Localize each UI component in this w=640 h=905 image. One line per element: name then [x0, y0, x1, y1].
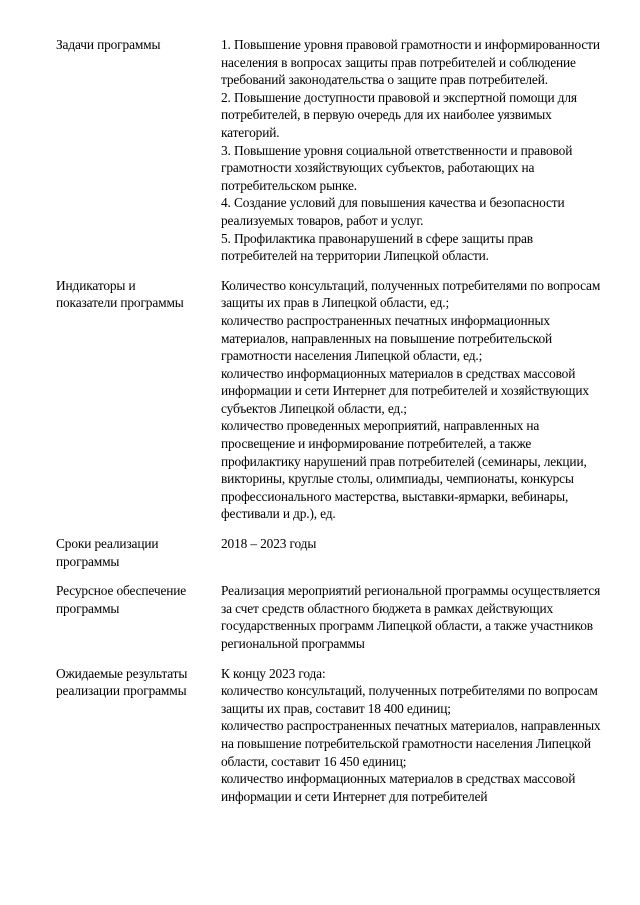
row-expected-results — [56, 665, 606, 806]
row-label: Ожидаемые результаты реализации программы — [56, 665, 188, 699]
content-line: 4. Создание условий для повышения качества и безопасности реализуемых товаров, работ и услуг. — [221, 195, 565, 228]
content-line: 1. Повышение уровня правовой грамотности и информированности населения в вопросах защиты прав потребителей и соблюдение требований законодательства о защите прав потребителей. — [221, 37, 600, 88]
row-label: Индикаторы и показатели программы — [56, 277, 184, 311]
row-label: Задачи программы — [56, 37, 161, 52]
row-indicators — [56, 277, 606, 523]
content-line: 3. Повышение уровня социальной ответственности и правовой грамотности хозяйствующих субъектов, работающих на потребительском рынке. — [221, 142, 573, 193]
row-period — [56, 535, 606, 570]
row-content — [221, 277, 606, 523]
row-tasks — [56, 36, 606, 265]
row-content — [221, 36, 606, 265]
content-line: количество распространенных печатных информационных материалов, направленных на повышение потребительской грамотности населения Липецкой области, ед.; — [221, 312, 553, 364]
row-content — [221, 535, 606, 570]
row-resources — [56, 582, 606, 652]
content-line: количество консультаций, полученных потребителями по вопросам защиты их прав, составит 18 400 единиц; — [221, 683, 598, 716]
content-line: К концу 2023 года: — [221, 665, 326, 681]
document-page — [56, 36, 606, 817]
content-line: Количество консультаций, полученных потребителями по вопросам защиты их прав в Липецкой области, ед.; — [221, 277, 601, 311]
content-line: количество информационных материалов в средствах массовой информации и сети Интернет для потребителей — [221, 771, 576, 804]
content-line: количество проведенных мероприятий, направленных на просвещение и информирование потребителей, а также профилактику нарушений прав потребителей (семинары, лекции, викторины, круглые столы, олимпиады, чемпионаты, конкурсы профессионального мастерства, выставки-ярмарки, вебинары, фестивали и др.), ед. — [221, 418, 587, 522]
row-content — [221, 665, 606, 806]
content-line: 2. Повышение доступности правовой и экспертной помощи для потребителей, в первую очередь для их наиболее уязвимых категорий. — [221, 89, 577, 140]
content-line: количество информационных материалов в средствах массовой информации и сети Интернет для потребителей и хозяйствующих субъектов Липецкой области, ед.; — [221, 365, 589, 416]
content-line: 2018 – 2023 годы — [221, 536, 317, 552]
row-label: Ресурсное обеспечение программы — [56, 583, 187, 616]
row-label: Сроки реализации программы — [56, 536, 159, 569]
row-content — [221, 582, 606, 652]
content-line: количество распространенных печатных материалов, направленных на повышение потребительской грамотности населения Липецкой области, составит 16 450 единиц; — [221, 718, 601, 769]
content-line: Реализация мероприятий региональной программы осуществляется за счет средств областного бюджета в рамках действующих государственных программ Липецкой области, а также участников региональной программы — [221, 583, 601, 651]
content-line: 5. Профилактика правонарушений в сфере защиты прав потребителей на территории Липецкой области. — [221, 230, 533, 264]
